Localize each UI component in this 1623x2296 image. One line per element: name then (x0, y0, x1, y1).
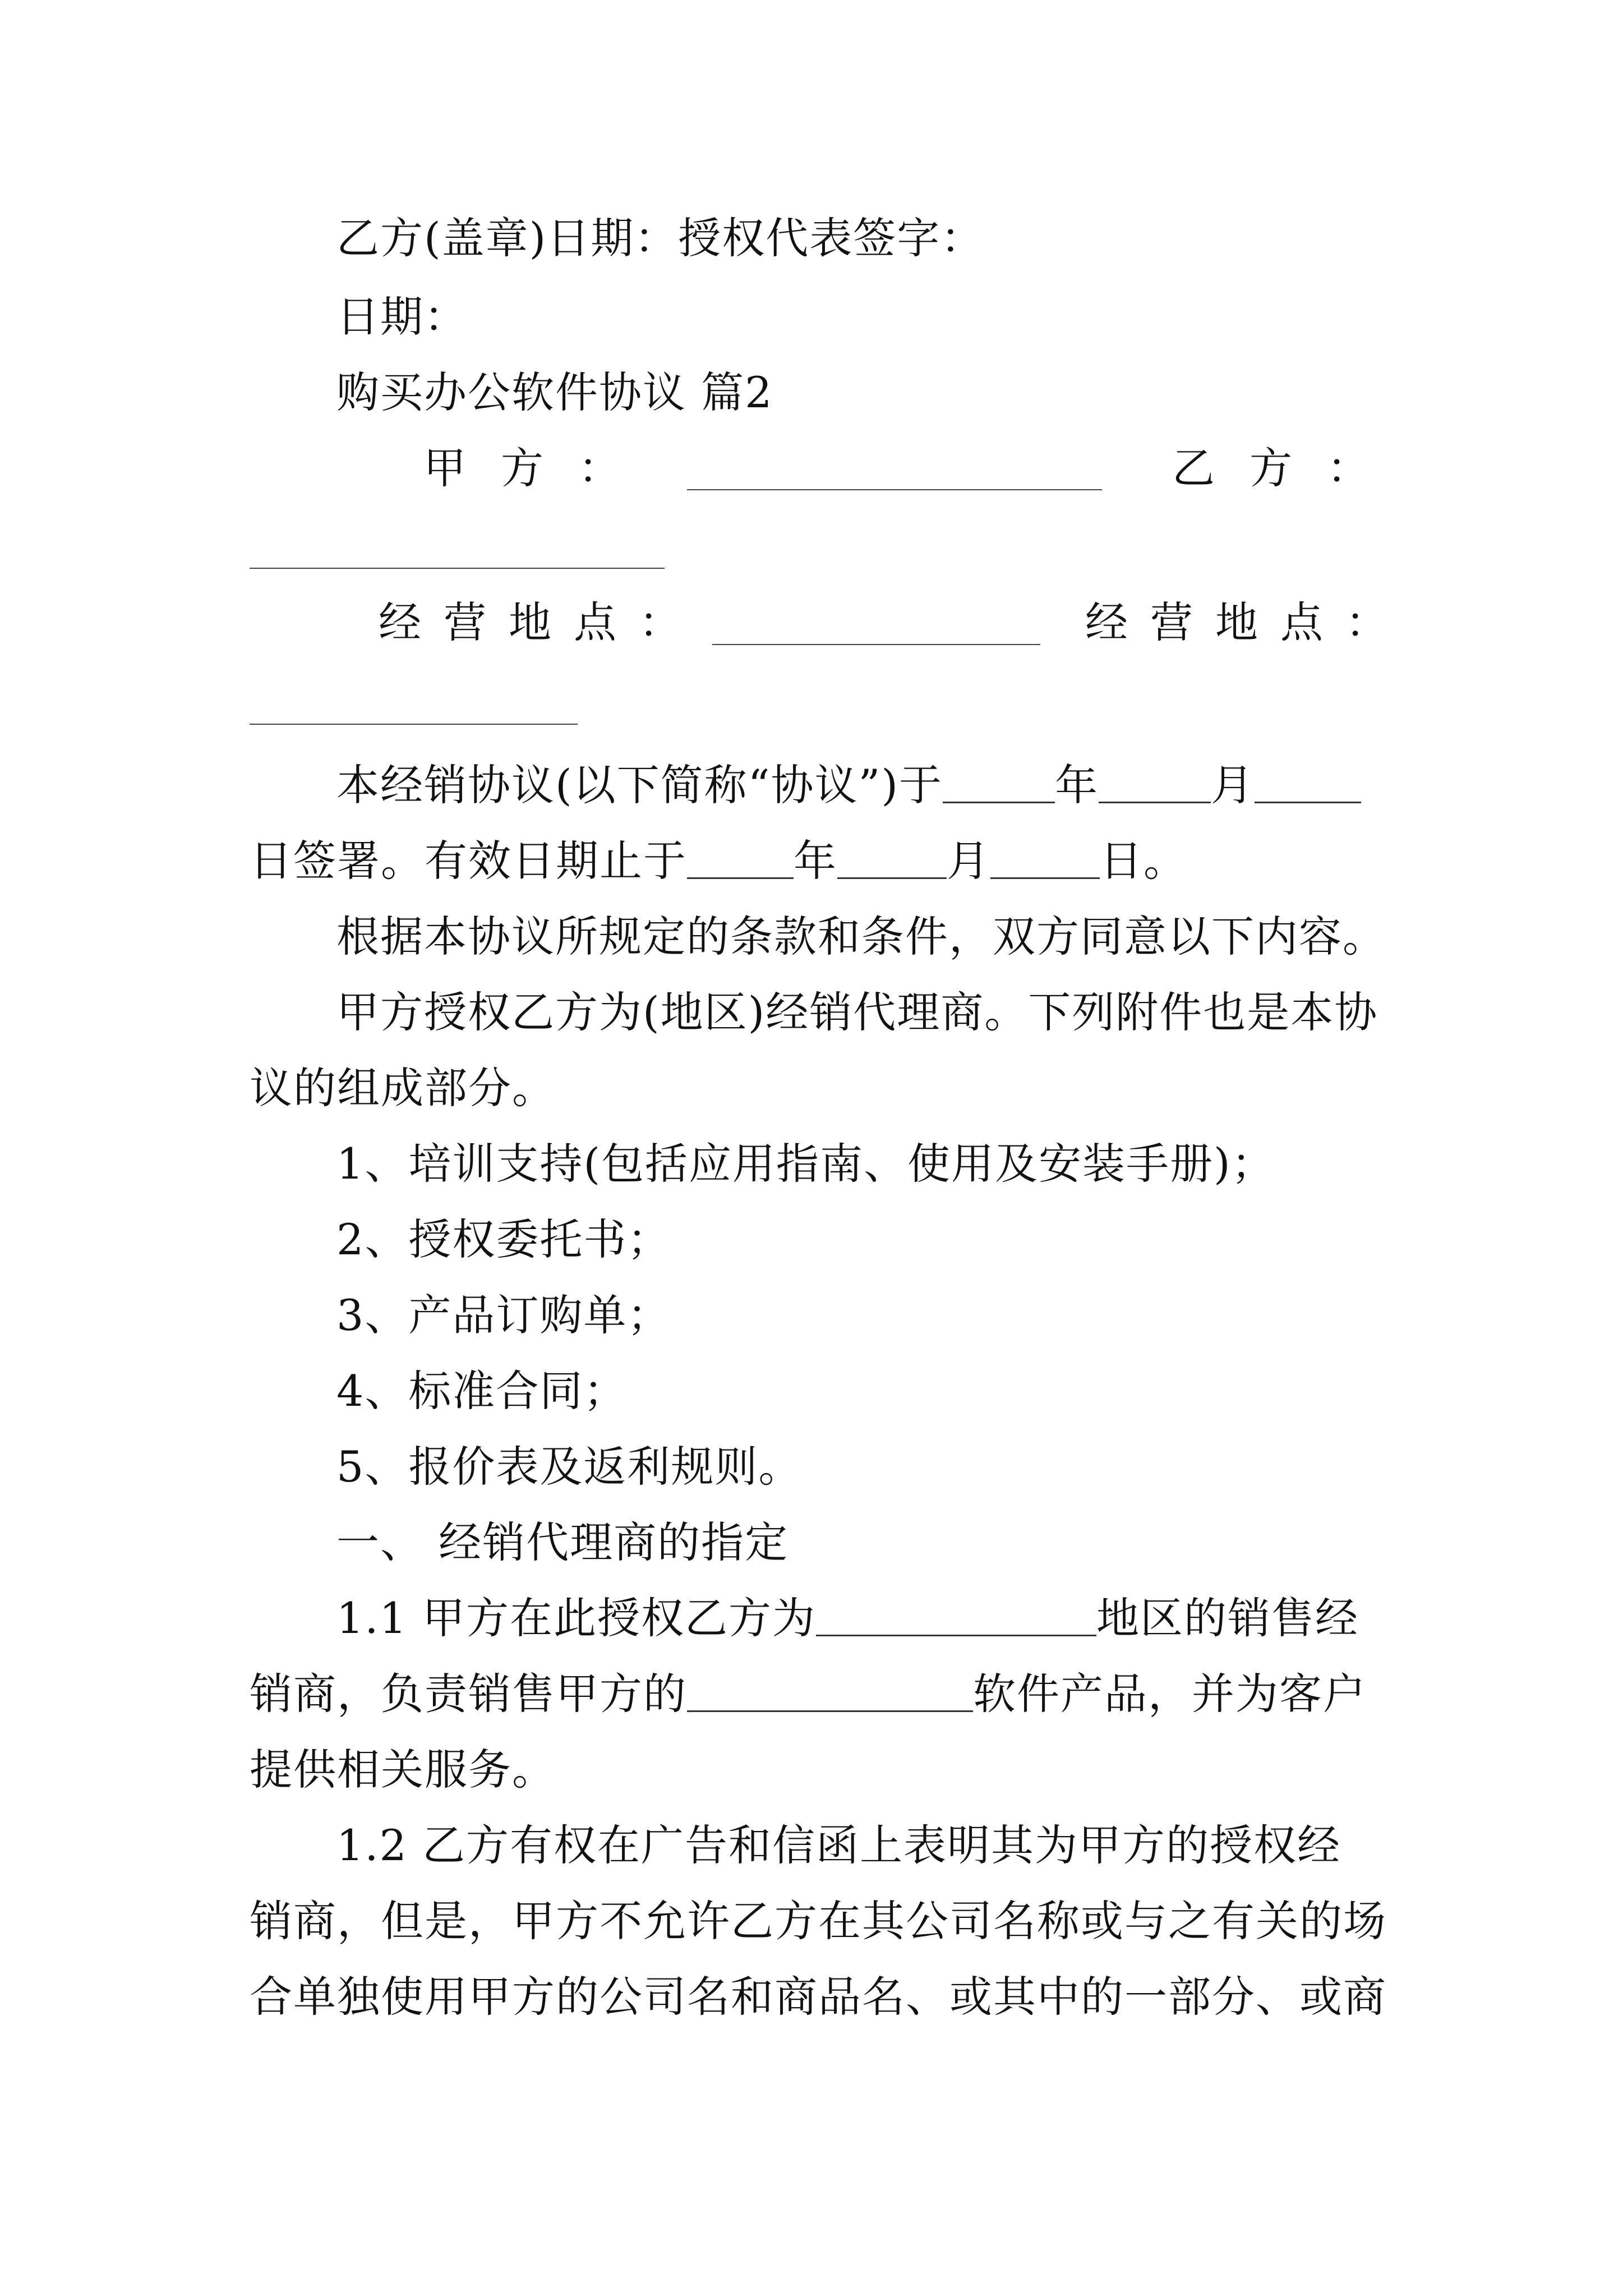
clause-1-2-line-1: 1.2 乙方有权在广告和信函上表明其为甲方的授权经 (336, 1820, 1341, 1870)
product-blank (687, 1671, 973, 1712)
clause-1-1-line-3: 提供相关服务。 (250, 1745, 556, 1795)
clause-1-2-line-2: 销商，但是，甲方不允许乙方在其公司名称或与之有关的场 (250, 1896, 1387, 1946)
day-blank (1255, 762, 1361, 803)
party-a-blank (687, 489, 1102, 490)
month-blank (1099, 762, 1211, 803)
clause-1-2-line-3: 合单独使用甲方的公司名和商品名、或其中的一部分、或商 (250, 1972, 1387, 2022)
day2-blank (990, 838, 1100, 879)
signature-text: 乙方(盖章)日期：授权代表签字： (336, 213, 985, 263)
business-address-b-blank (250, 724, 578, 725)
business-address-a-label: 经营地点： (379, 597, 704, 647)
section-heading-1: 一、 经销代理商的指定 (336, 1517, 789, 1567)
list-item-4: 4、标准合同； (336, 1366, 628, 1416)
paragraph-terms: 根据本协议所规定的条款和条件，双方同意以下内容。 (336, 912, 1386, 961)
month2-blank (837, 838, 947, 879)
paragraph-agreement-expiry: 日签署。有效日期止于 年 月 日。 (250, 836, 1187, 886)
paragraph-authorization-1: 甲方授权乙方为(地区)经销代理商。下列附件也是本协 (336, 987, 1378, 1037)
paragraph-agreement-date: 本经销协议(以下简称“协议”)于 年 月 (336, 760, 1361, 811)
year2-blank (687, 838, 794, 879)
date-text: 日期： (336, 292, 468, 342)
date-line (336, 292, 468, 342)
list-item-3: 3、产品订购单； (336, 1290, 671, 1340)
business-address-b-label: 经营地点： (1085, 597, 1410, 647)
list-item-1: 1、培训支持(包括应用指南、使用及安装手册)； (336, 1139, 1275, 1189)
party-b-label: 乙方： (1172, 443, 1404, 493)
agreement-subtitle-text: 购买办公软件协议 篇2 (336, 367, 773, 417)
list-item-2: 2、授权委托书； (336, 1214, 671, 1264)
party-b-blank (250, 568, 665, 569)
business-address-a-blank (712, 644, 1040, 645)
signature-line (336, 213, 984, 264)
paragraph-authorization-2: 议的组成部分。 (250, 1063, 556, 1113)
party-a-label: 甲方： (423, 443, 656, 493)
year-blank (943, 762, 1055, 803)
clause-1-1-line-1: 1.1 甲方在此授权乙方为 地区的销售经 (336, 1593, 1359, 1643)
list-item-5: 5、报价表及返利规则。 (336, 1442, 803, 1492)
clause-1-1-line-2: 销商，负责销售甲方的 软件产品，并为客户 (250, 1669, 1367, 1719)
agreement-subtitle (336, 367, 773, 418)
region-blank (816, 1595, 1096, 1636)
